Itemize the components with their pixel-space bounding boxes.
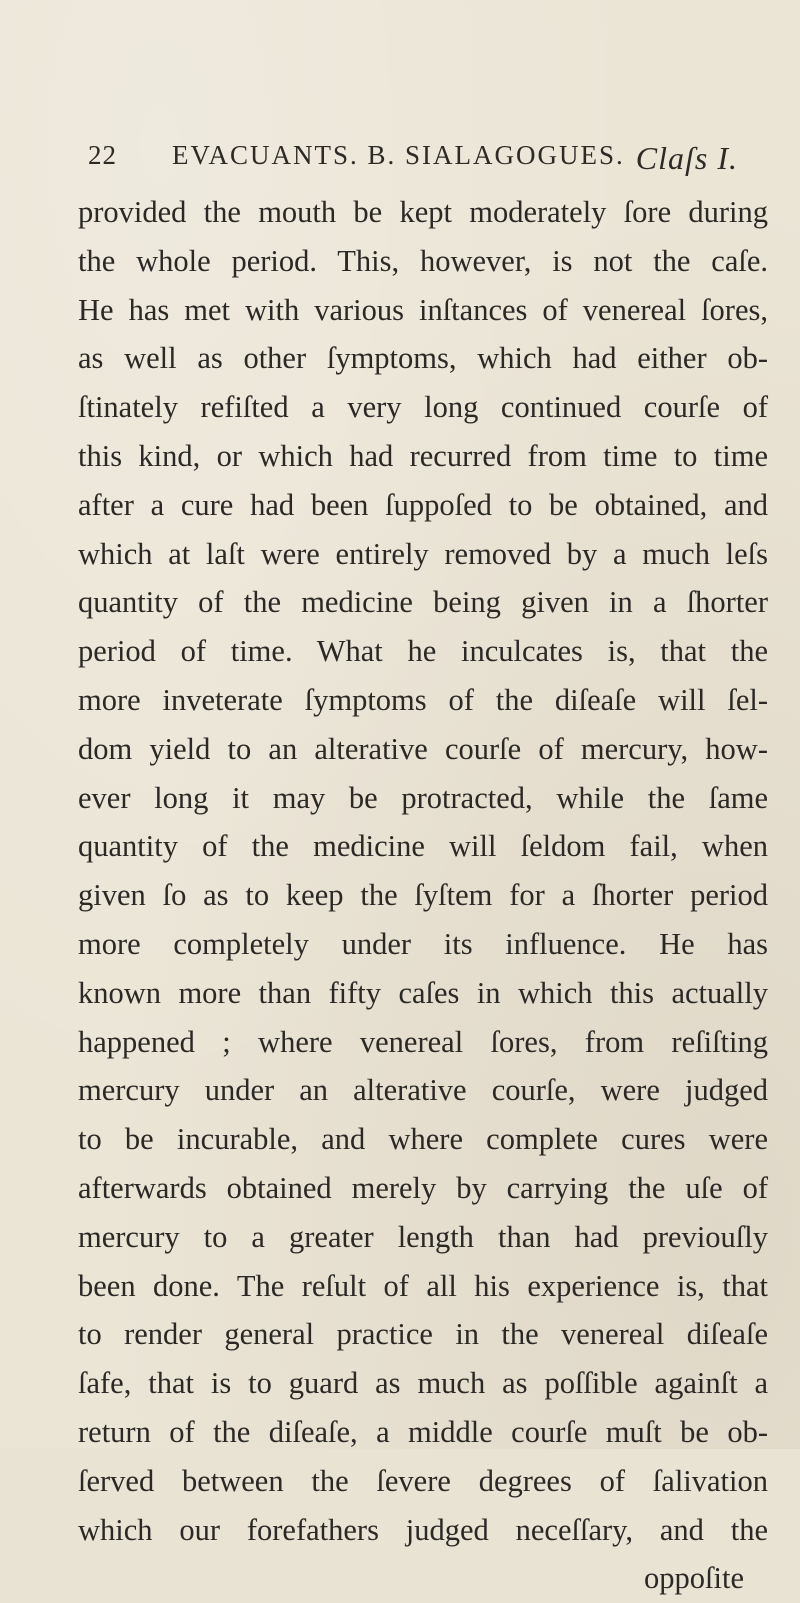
text-line: given ſo as to keep the ſyſtem for a ſhorter period bbox=[78, 878, 768, 913]
text-line: been done. The reſult of all his experience is, that bbox=[78, 1268, 768, 1303]
text-line: mercury to a greater length than had previouſly bbox=[78, 1219, 768, 1254]
text-line: to be incurable, and where complete cures were bbox=[78, 1122, 768, 1157]
text-line: quantity of the medicine being given in a ſhorter bbox=[78, 585, 768, 620]
text-line: ever long it may be protracted, while the ſame bbox=[78, 780, 768, 815]
text-line: quantity of the medicine will ſeldom fail, when bbox=[78, 829, 768, 864]
catchword: oppoſite bbox=[644, 1561, 744, 1596]
text-line: more inveterate ſymptoms of the diſeaſe will ſel- bbox=[78, 682, 768, 717]
text-line: this kind, or which had recurred from time to time bbox=[78, 438, 768, 473]
text-line: ſerved between the ſevere degrees of ſalivation bbox=[78, 1463, 768, 1498]
text-line: which at laſt were entirely removed by a much leſs bbox=[78, 536, 768, 571]
text-line: He has met with various inſtances of venereal ſores, bbox=[78, 292, 768, 327]
running-title: EVACUANTS. B. SIALAGOGUES. bbox=[172, 140, 625, 170]
text-line: mercury under an alterative courſe, were judged bbox=[78, 1073, 768, 1108]
page-number: 22 bbox=[88, 140, 117, 170]
class-mark: Claſs I. bbox=[635, 140, 738, 176]
text-line: to render general practice in the venereal diſeaſe bbox=[78, 1317, 768, 1352]
text-line: period of time. What he inculcates is, that the bbox=[78, 634, 768, 669]
text-line: known more than fifty caſes in which this actually bbox=[78, 975, 768, 1010]
text-line: dom yield to an alterative courſe of mercury, how- bbox=[78, 731, 768, 766]
text-line: after a cure had been ſuppoſed to be obtained, and bbox=[78, 487, 768, 522]
text-line: the whole period. This, however, is not the caſe. bbox=[78, 243, 768, 278]
text-line: happened ; where venereal ſores, from reſiſting bbox=[78, 1024, 768, 1059]
text-line: afterwards obtained merely by carrying the uſe of bbox=[78, 1170, 768, 1205]
text-line: more completely under its influence. He has bbox=[78, 926, 768, 961]
text-line: return of the diſeaſe, a middle courſe muſt be ob- bbox=[78, 1414, 768, 1449]
text-line: provided the mouth be kept moderately ſore during bbox=[78, 195, 768, 229]
text-line: ſafe, that is to guard as much as poſſible againſt a bbox=[78, 1366, 768, 1401]
text-line: ſtinately refiſted a very long continued courſe of bbox=[78, 390, 768, 425]
text-line: as well as other ſymptoms, which had either ob- bbox=[78, 341, 768, 376]
text-line: which our forefathers judged neceſſary, and the bbox=[78, 1512, 768, 1547]
body-text bbox=[78, 188, 768, 1603]
running-head bbox=[88, 140, 758, 180]
